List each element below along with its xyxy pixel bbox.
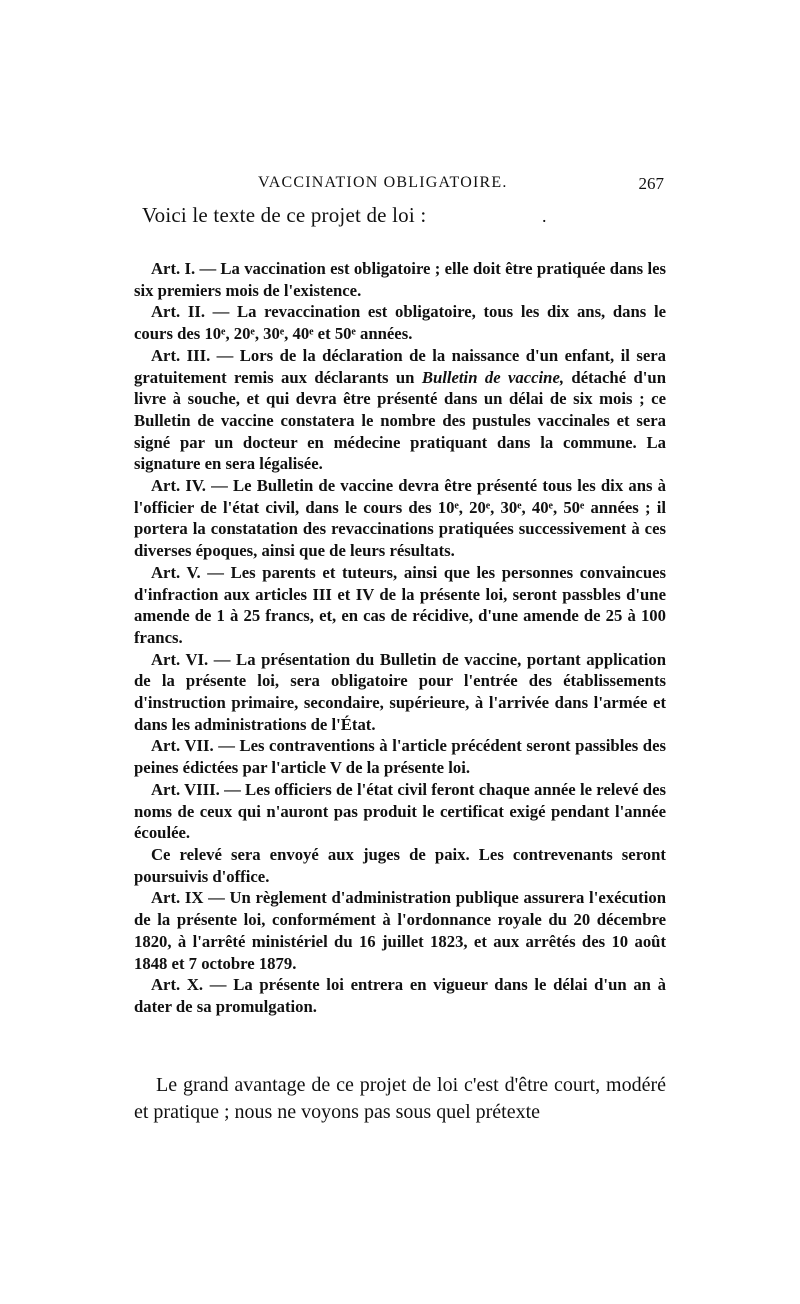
- article-paragraph: Art. VIII. — Les officiers de l'état civil feront chaque année le relevé des noms de ceux qui n'auront pas produit le certificat exigé pendant l'année écoulée.: [134, 779, 666, 843]
- article-paragraph: Art. V. — Les parents et tuteurs, ainsi que les personnes convaincues d'infraction aux articles III et IV de la présente loi, seront passbles d'une amende de 1 à 25 francs, et, en cas de récidive, d'une amende de 25 à 100 francs.: [134, 562, 666, 647]
- article-paragraph: [134, 345, 666, 475]
- closing-paragraph: Le grand avantage de ce projet de loi c'est d'être court, modéré et pratique ; nous ne voyons pas sous quel prétexte: [134, 1074, 666, 1123]
- article-paragraph: Art. II. — La revaccination est obligatoire, tous les dix ans, dans le cours des 10ᵉ, 20ᵉ, 30ᵉ, 40ᵉ et 50ᵉ années.: [134, 302, 666, 344]
- running-head: [134, 174, 664, 198]
- page-number: 267: [638, 174, 664, 193]
- intro-line: Voici le texte de ce projet de loi :: [142, 203, 427, 227]
- stray-mark: .: [542, 206, 547, 226]
- bill-articles: [134, 258, 666, 1018]
- article-paragraph: Art. I. — La vaccination est obligatoire ; elle doit être pratiquée dans les six premiers mois de l'existence.: [134, 259, 666, 300]
- article-paragraph: Art. X. — La présente loi entrera en vigueur dans le délai d'un an à dater de sa promulgation.: [134, 975, 666, 1016]
- article-paragraph: Art. IX — Un règlement d'administration publique assurera l'exécution de la présente loi, conformément à l'ordonnance royale du 20 décembre 1820, à l'arrêté ministériel du 16 juillet 1823, et aux arrêtés des 10 août 1848 et 7 octobre 1879.: [134, 888, 666, 973]
- article-text: détaché d'un livre à souche, et qui devra être présenté dans un délai de six mois ; ce Bulletin de vaccine constatera le nombre des pustules vaccinales et sera signé par un docteur en médecine pratiquant dans la commune. La signature en sera légalisée.: [134, 367, 666, 474]
- article-emphasis: Bulletin de vaccine,: [421, 367, 565, 387]
- article-paragraph: Art. VI. — La présentation du Bulletin de vaccine, portant application de la présente loi, sera obligatoire pour l'entrée des établissements d'instruction primaire, secondaire, supérieure, à l'arrivée dans l'armée et dans les administrations de l'État.: [134, 649, 666, 734]
- article-text: Art. III. — Lors de la déclaration de la naissance d'un enfant, il sera gratuitement remis aux déclarants un: [134, 345, 666, 387]
- running-title: VACCINATION OBLIGATOIRE.: [258, 174, 508, 191]
- closing-text: [134, 1072, 666, 1126]
- article-paragraph: Ce relevé sera envoyé aux juges de paix. Les contrevenants seront poursuivis d'office.: [134, 844, 666, 886]
- article-paragraph: Art. VII. — Les contraventions à l'article précédent seront passibles des peines édictées par l'article V de la présente loi.: [134, 736, 666, 778]
- article-paragraph: Art. IV. — Le Bulletin de vaccine devra être présenté tous les dix ans à l'officier de l'état civil, dans le cours des 10ᵉ, 20ᵉ, 30ᵉ, 40ᵉ, 50ᵉ années ; il portera la constatation des revaccinations pratiquées successivement à ces diverses époques, ainsi que de leurs résultats.: [134, 476, 666, 561]
